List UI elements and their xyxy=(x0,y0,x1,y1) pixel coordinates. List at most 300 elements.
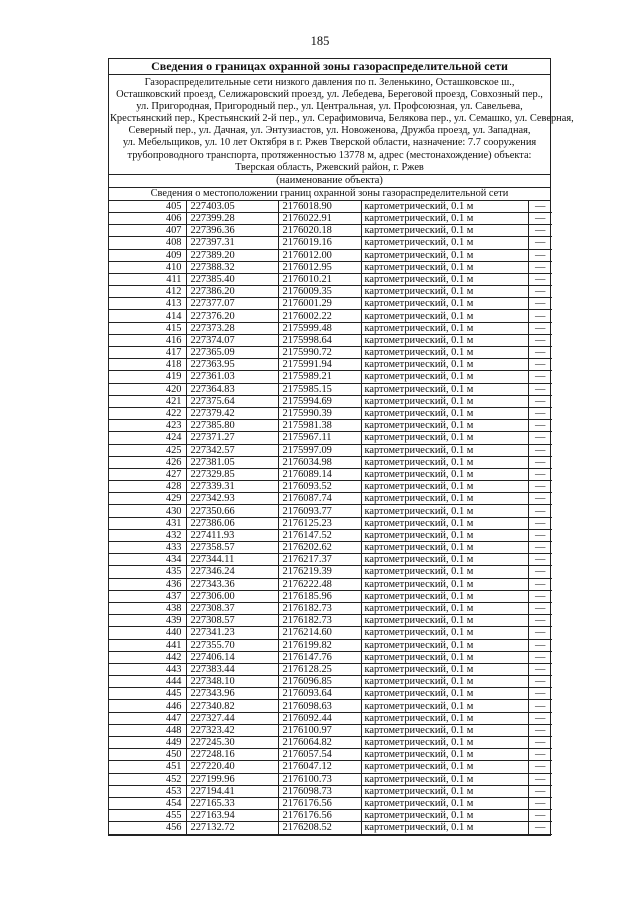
y-coordinate-cell: 2176219.39 xyxy=(278,566,361,578)
y-coordinate-cell: 2176018.90 xyxy=(278,201,361,213)
table-row xyxy=(109,212,552,224)
x-coordinate-cell: 227329.85 xyxy=(186,468,278,480)
point-number-cell: 421 xyxy=(109,395,186,407)
description-cell: — xyxy=(528,237,552,249)
method-cell: картометрический, 0.1 м xyxy=(361,663,528,675)
x-coordinate-cell: 227361.03 xyxy=(186,371,278,383)
point-number-cell: 407 xyxy=(109,225,186,237)
table-row xyxy=(109,639,552,651)
method-cell: картометрический, 0.1 м xyxy=(361,481,528,493)
method-cell: картометрический, 0.1 м xyxy=(361,542,528,554)
method-cell: картометрический, 0.1 м xyxy=(361,615,528,627)
method-cell: картометрический, 0.1 м xyxy=(361,359,528,371)
description-cell: — xyxy=(528,810,552,822)
x-coordinate-cell: 227363.95 xyxy=(186,359,278,371)
table-row xyxy=(109,700,552,712)
page-number: 185 xyxy=(310,34,330,48)
method-cell: картометрический, 0.1 м xyxy=(361,407,528,419)
point-number-cell: 423 xyxy=(109,420,186,432)
method-cell: картометрический, 0.1 м xyxy=(361,688,528,700)
method-cell: картометрический, 0.1 м xyxy=(361,700,528,712)
table-row xyxy=(109,407,552,419)
table-row xyxy=(109,456,552,468)
x-coordinate-cell: 227343.36 xyxy=(186,578,278,590)
table-row xyxy=(109,273,552,285)
method-cell: картометрический, 0.1 м xyxy=(361,212,528,224)
table-row xyxy=(109,712,552,724)
method-cell: картометрический, 0.1 м xyxy=(361,810,528,822)
x-coordinate-cell: 227348.10 xyxy=(186,676,278,688)
description-cell: — xyxy=(528,663,552,675)
y-coordinate-cell: 2176012.95 xyxy=(278,261,361,273)
point-number-cell: 437 xyxy=(109,590,186,602)
method-cell: картометрический, 0.1 м xyxy=(361,286,528,298)
y-coordinate-cell: 2176019.16 xyxy=(278,237,361,249)
description-cell: — xyxy=(528,688,552,700)
y-coordinate-cell: 2176092.44 xyxy=(278,712,361,724)
description-cell: — xyxy=(528,481,552,493)
y-coordinate-cell: 2175967.11 xyxy=(278,432,361,444)
y-coordinate-cell: 2176125.23 xyxy=(278,517,361,529)
point-number-cell: 449 xyxy=(109,737,186,749)
table-row xyxy=(109,676,552,688)
table-row xyxy=(109,322,552,334)
x-coordinate-cell: 227375.64 xyxy=(186,395,278,407)
method-cell: картометрический, 0.1 м xyxy=(361,797,528,809)
method-cell: картометрический, 0.1 м xyxy=(361,273,528,285)
point-number-cell: 444 xyxy=(109,676,186,688)
y-coordinate-cell: 2175997.09 xyxy=(278,444,361,456)
point-number-cell: 442 xyxy=(109,651,186,663)
y-coordinate-cell: 2176128.25 xyxy=(278,663,361,675)
x-coordinate-cell: 227364.83 xyxy=(186,383,278,395)
y-coordinate-cell: 2176093.64 xyxy=(278,688,361,700)
method-cell: картометрический, 0.1 м xyxy=(361,566,528,578)
point-number-cell: 409 xyxy=(109,249,186,261)
y-coordinate-cell: 2176202.62 xyxy=(278,542,361,554)
description-line: Крестьянский пер., Крестьянский 2-й пер., ул. Серафимовича, Белякова пер., ул. Семашко, ул. Северная, xyxy=(110,113,574,125)
description-cell: — xyxy=(528,639,552,651)
method-cell: картометрический, 0.1 м xyxy=(361,395,528,407)
method-cell: картометрический, 0.1 м xyxy=(361,639,528,651)
point-number-cell: 410 xyxy=(109,261,186,273)
y-coordinate-cell: 2176034.98 xyxy=(278,456,361,468)
description-line: ул. Мебельщиков, ул. 10 лет Октября в г. Ржев Тверской области, назначение: 7.7 сооружения xyxy=(122,137,537,149)
method-cell: картометрический, 0.1 м xyxy=(361,724,528,736)
point-number-cell: 435 xyxy=(109,566,186,578)
description-cell: — xyxy=(528,468,552,480)
point-number-cell: 454 xyxy=(109,797,186,809)
table-row xyxy=(109,444,552,456)
description-cell: — xyxy=(528,310,552,322)
description-cell: — xyxy=(528,797,552,809)
table-row xyxy=(109,334,552,346)
y-coordinate-cell: 2176022.91 xyxy=(278,212,361,224)
description-cell: — xyxy=(528,432,552,444)
method-cell: картометрический, 0.1 м xyxy=(361,334,528,346)
description-cell: — xyxy=(528,444,552,456)
method-cell: картометрический, 0.1 м xyxy=(361,420,528,432)
point-number-cell: 447 xyxy=(109,712,186,724)
table-row xyxy=(109,517,552,529)
y-coordinate-cell: 2176222.48 xyxy=(278,578,361,590)
x-coordinate-cell: 227343.96 xyxy=(186,688,278,700)
method-cell: картометрический, 0.1 м xyxy=(361,822,528,834)
table-row xyxy=(109,201,552,213)
y-coordinate-cell: 2176010.21 xyxy=(278,273,361,285)
method-cell: картометрический, 0.1 м xyxy=(361,468,528,480)
x-coordinate-cell: 227220.40 xyxy=(186,761,278,773)
point-number-cell: 431 xyxy=(109,517,186,529)
point-number-cell: 445 xyxy=(109,688,186,700)
point-number-cell: 453 xyxy=(109,785,186,797)
table-row xyxy=(109,797,552,809)
table-row xyxy=(109,542,552,554)
x-coordinate-cell: 227132.72 xyxy=(186,822,278,834)
table-row xyxy=(109,822,552,834)
description-cell: — xyxy=(528,724,552,736)
y-coordinate-cell: 2176047.12 xyxy=(278,761,361,773)
table-row xyxy=(109,249,552,261)
description-cell: — xyxy=(528,225,552,237)
method-cell: картометрический, 0.1 м xyxy=(361,590,528,602)
y-coordinate-cell: 2176214.60 xyxy=(278,627,361,639)
table-row xyxy=(109,615,552,627)
table-row xyxy=(109,347,552,359)
table-row xyxy=(109,298,552,310)
point-number-cell: 424 xyxy=(109,432,186,444)
method-cell: картометрический, 0.1 м xyxy=(361,651,528,663)
x-coordinate-cell: 227365.09 xyxy=(186,347,278,359)
point-number-cell: 432 xyxy=(109,529,186,541)
x-coordinate-cell: 227248.16 xyxy=(186,749,278,761)
description-cell: — xyxy=(528,700,552,712)
table-row xyxy=(109,371,552,383)
table-row xyxy=(109,261,552,273)
description-cell: — xyxy=(528,420,552,432)
x-coordinate-cell: 227340.82 xyxy=(186,700,278,712)
x-coordinate-cell: 227327.44 xyxy=(186,712,278,724)
x-coordinate-cell: 227355.70 xyxy=(186,639,278,651)
y-coordinate-cell: 2175991.94 xyxy=(278,359,361,371)
x-coordinate-cell: 227350.66 xyxy=(186,505,278,517)
x-coordinate-cell: 227389.20 xyxy=(186,249,278,261)
x-coordinate-cell: 227399.28 xyxy=(186,212,278,224)
table-row xyxy=(109,590,552,602)
point-number-cell: 422 xyxy=(109,407,186,419)
y-coordinate-cell: 2176012.00 xyxy=(278,249,361,261)
point-number-cell: 416 xyxy=(109,334,186,346)
point-number-cell: 415 xyxy=(109,322,186,334)
table-row xyxy=(109,383,552,395)
method-cell: картометрический, 0.1 м xyxy=(361,529,528,541)
table-row xyxy=(109,554,552,566)
point-number-cell: 452 xyxy=(109,773,186,785)
description-line: Тверская область, Ржевский район, г. Ржев xyxy=(235,161,424,173)
description-line: Осташковский проезд, Селижаровский проезд, ул. Лебедева, Береговой проезд, Совхозный пер., xyxy=(116,89,543,101)
method-cell: картометрический, 0.1 м xyxy=(361,310,528,322)
method-cell: картометрический, 0.1 м xyxy=(361,383,528,395)
x-coordinate-cell: 227374.07 xyxy=(186,334,278,346)
point-number-cell: 427 xyxy=(109,468,186,480)
y-coordinate-cell: 2175990.39 xyxy=(278,407,361,419)
point-number-cell: 430 xyxy=(109,505,186,517)
y-coordinate-cell: 2176208.52 xyxy=(278,822,361,834)
y-coordinate-cell: 2176185.96 xyxy=(278,590,361,602)
point-number-cell: 429 xyxy=(109,493,186,505)
table-row xyxy=(109,627,552,639)
y-coordinate-cell: 2176057.54 xyxy=(278,749,361,761)
description-cell: — xyxy=(528,322,552,334)
y-coordinate-cell: 2176096.85 xyxy=(278,676,361,688)
table-row xyxy=(109,395,552,407)
table-row xyxy=(109,359,552,371)
method-cell: картометрический, 0.1 м xyxy=(361,785,528,797)
description-cell: — xyxy=(528,261,552,273)
y-coordinate-cell: 2176176.56 xyxy=(278,810,361,822)
description-cell: — xyxy=(528,542,552,554)
description-cell: — xyxy=(528,456,552,468)
method-cell: картометрический, 0.1 м xyxy=(361,602,528,614)
description-cell: — xyxy=(528,737,552,749)
table-row xyxy=(109,663,552,675)
description-line: Газораспределительные сети низкого давления по п. Зеленькино, Осташковское ш., xyxy=(144,77,515,88)
point-number-cell: 414 xyxy=(109,310,186,322)
point-number-cell: 413 xyxy=(109,298,186,310)
method-cell: картометрический, 0.1 м xyxy=(361,761,528,773)
x-coordinate-cell: 227308.37 xyxy=(186,602,278,614)
y-coordinate-cell: 2176009.35 xyxy=(278,286,361,298)
method-cell: картометрический, 0.1 м xyxy=(361,261,528,273)
description-cell: — xyxy=(528,529,552,541)
y-coordinate-cell: 2176001.29 xyxy=(278,298,361,310)
method-cell: картометрический, 0.1 м xyxy=(361,554,528,566)
table-row xyxy=(109,737,552,749)
table-row xyxy=(109,420,552,432)
x-coordinate-cell: 227165.33 xyxy=(186,797,278,809)
table-row xyxy=(109,493,552,505)
x-coordinate-cell: 227386.06 xyxy=(186,517,278,529)
y-coordinate-cell: 2175990.72 xyxy=(278,347,361,359)
x-coordinate-cell: 227194.41 xyxy=(186,785,278,797)
description-cell: — xyxy=(528,627,552,639)
table-row xyxy=(109,286,552,298)
x-coordinate-cell: 227379.42 xyxy=(186,407,278,419)
y-coordinate-cell: 2176217.37 xyxy=(278,554,361,566)
x-coordinate-cell: 227306.00 xyxy=(186,590,278,602)
description-line: Северный пер., ул. Дачная, ул. Энтузиастов, ул. Новоженова, Дружба проезд, ул. Западная, xyxy=(128,125,531,137)
method-cell: картометрический, 0.1 м xyxy=(361,493,528,505)
x-coordinate-cell: 227397.31 xyxy=(186,237,278,249)
table-row xyxy=(109,761,552,773)
x-coordinate-cell: 227406.14 xyxy=(186,651,278,663)
description-cell: — xyxy=(528,334,552,346)
point-number-cell: 420 xyxy=(109,383,186,395)
method-cell: картометрический, 0.1 м xyxy=(361,322,528,334)
description-cell: — xyxy=(528,201,552,213)
y-coordinate-cell: 2176199.82 xyxy=(278,639,361,651)
x-coordinate-cell: 227342.93 xyxy=(186,493,278,505)
point-number-cell: 425 xyxy=(109,444,186,456)
y-coordinate-cell: 2176147.76 xyxy=(278,651,361,663)
point-number-cell: 438 xyxy=(109,602,186,614)
location-caption: Сведения о местоположении границ охранной зоны газораспределительной сети xyxy=(109,187,550,201)
point-number-cell: 426 xyxy=(109,456,186,468)
point-number-cell: 455 xyxy=(109,810,186,822)
x-coordinate-cell: 227339.31 xyxy=(186,481,278,493)
table-row xyxy=(109,468,552,480)
x-coordinate-cell: 227373.28 xyxy=(186,322,278,334)
table-row xyxy=(109,785,552,797)
x-coordinate-cell: 227377.07 xyxy=(186,298,278,310)
point-number-cell: 436 xyxy=(109,578,186,590)
object-name-caption: (наименование объекта) xyxy=(109,174,550,187)
y-coordinate-cell: 2176089.14 xyxy=(278,468,361,480)
y-coordinate-cell: 2176002.22 xyxy=(278,310,361,322)
y-coordinate-cell: 2176064.82 xyxy=(278,737,361,749)
description-cell: — xyxy=(528,602,552,614)
description-cell: — xyxy=(528,347,552,359)
point-number-cell: 417 xyxy=(109,347,186,359)
table-row xyxy=(109,481,552,493)
boundary-info-frame xyxy=(108,58,574,836)
point-number-cell: 456 xyxy=(109,822,186,834)
description-cell: — xyxy=(528,566,552,578)
table-row xyxy=(109,566,552,578)
description-cell: — xyxy=(528,761,552,773)
y-coordinate-cell: 2176176.56 xyxy=(278,797,361,809)
table-row xyxy=(109,529,552,541)
point-number-cell: 440 xyxy=(109,627,186,639)
table-row xyxy=(109,724,552,736)
y-coordinate-cell: 2176020.18 xyxy=(278,225,361,237)
method-cell: картометрический, 0.1 м xyxy=(361,432,528,444)
x-coordinate-cell: 227342.57 xyxy=(186,444,278,456)
x-coordinate-cell: 227308.57 xyxy=(186,615,278,627)
description-cell: — xyxy=(528,273,552,285)
x-coordinate-cell: 227341.23 xyxy=(186,627,278,639)
object-description xyxy=(109,75,574,174)
point-number-cell: 443 xyxy=(109,663,186,675)
x-coordinate-cell: 227383.44 xyxy=(186,663,278,675)
y-coordinate-cell: 2176098.73 xyxy=(278,785,361,797)
description-cell: — xyxy=(528,249,552,261)
method-cell: картометрический, 0.1 м xyxy=(361,737,528,749)
description-cell: — xyxy=(528,651,552,663)
y-coordinate-cell: 2176100.73 xyxy=(278,773,361,785)
method-cell: картометрический, 0.1 м xyxy=(361,298,528,310)
description-cell: — xyxy=(528,578,552,590)
table-row xyxy=(109,651,552,663)
point-number-cell: 419 xyxy=(109,371,186,383)
point-number-cell: 434 xyxy=(109,554,186,566)
point-number-cell: 405 xyxy=(109,201,186,213)
y-coordinate-cell: 2176182.73 xyxy=(278,615,361,627)
point-number-cell: 411 xyxy=(109,273,186,285)
x-coordinate-cell: 227381.05 xyxy=(186,456,278,468)
method-cell: картометрический, 0.1 м xyxy=(361,505,528,517)
y-coordinate-cell: 2176093.52 xyxy=(278,481,361,493)
description-cell: — xyxy=(528,554,552,566)
method-cell: картометрический, 0.1 м xyxy=(361,237,528,249)
coordinates-table xyxy=(109,201,552,835)
description-cell: — xyxy=(528,493,552,505)
description-cell: — xyxy=(528,395,552,407)
method-cell: картометрический, 0.1 м xyxy=(361,676,528,688)
x-coordinate-cell: 227388.32 xyxy=(186,261,278,273)
table-row xyxy=(109,749,552,761)
description-cell: — xyxy=(528,286,552,298)
point-number-cell: 418 xyxy=(109,359,186,371)
table-row xyxy=(109,602,552,614)
x-coordinate-cell: 227344.11 xyxy=(186,554,278,566)
y-coordinate-cell: 2175985.15 xyxy=(278,383,361,395)
point-number-cell: 446 xyxy=(109,700,186,712)
method-cell: картометрический, 0.1 м xyxy=(361,773,528,785)
point-number-cell: 412 xyxy=(109,286,186,298)
table-row xyxy=(109,310,552,322)
description-cell: — xyxy=(528,212,552,224)
table-row xyxy=(109,237,552,249)
description-cell: — xyxy=(528,505,552,517)
method-cell: картометрический, 0.1 м xyxy=(361,444,528,456)
point-number-cell: 439 xyxy=(109,615,186,627)
x-coordinate-cell: 227385.80 xyxy=(186,420,278,432)
y-coordinate-cell: 2176147.52 xyxy=(278,529,361,541)
x-coordinate-cell: 227163.94 xyxy=(186,810,278,822)
description-cell: — xyxy=(528,712,552,724)
method-cell: картометрический, 0.1 м xyxy=(361,517,528,529)
description-cell: — xyxy=(528,773,552,785)
x-coordinate-cell: 227386.20 xyxy=(186,286,278,298)
x-coordinate-cell: 227411.93 xyxy=(186,529,278,541)
x-coordinate-cell: 227371.27 xyxy=(186,432,278,444)
y-coordinate-cell: 2176098.63 xyxy=(278,700,361,712)
description-line: трубопроводного транспорта, протяженностью 13778 м, адрес (местонахождение) объекта: xyxy=(127,149,532,161)
x-coordinate-cell: 227323.42 xyxy=(186,724,278,736)
description-cell: — xyxy=(528,822,552,834)
x-coordinate-cell: 227358.57 xyxy=(186,542,278,554)
method-cell: картометрический, 0.1 м xyxy=(361,225,528,237)
table-row xyxy=(109,505,552,517)
description-line: ул. Пригородная, Пригородный пер., ул. Центральная, ул. Профсоюзная, ул. Савельева, xyxy=(136,101,523,113)
x-coordinate-cell: 227346.24 xyxy=(186,566,278,578)
y-coordinate-cell: 2176087.74 xyxy=(278,493,361,505)
description-cell: — xyxy=(528,517,552,529)
description-cell: — xyxy=(528,383,552,395)
x-coordinate-cell: 227199.96 xyxy=(186,773,278,785)
y-coordinate-cell: 2175998.64 xyxy=(278,334,361,346)
x-coordinate-cell: 227403.05 xyxy=(186,201,278,213)
method-cell: картометрический, 0.1 м xyxy=(361,456,528,468)
table-row xyxy=(109,810,552,822)
y-coordinate-cell: 2175994.69 xyxy=(278,395,361,407)
method-cell: картометрический, 0.1 м xyxy=(361,249,528,261)
point-number-cell: 433 xyxy=(109,542,186,554)
method-cell: картометрический, 0.1 м xyxy=(361,371,528,383)
method-cell: картометрический, 0.1 м xyxy=(361,201,528,213)
point-number-cell: 451 xyxy=(109,761,186,773)
description-cell: — xyxy=(528,371,552,383)
description-cell: — xyxy=(528,785,552,797)
point-number-cell: 450 xyxy=(109,749,186,761)
y-coordinate-cell: 2175999.48 xyxy=(278,322,361,334)
method-cell: картометрический, 0.1 м xyxy=(361,749,528,761)
x-coordinate-cell: 227396.36 xyxy=(186,225,278,237)
point-number-cell: 428 xyxy=(109,481,186,493)
description-cell: — xyxy=(528,407,552,419)
method-cell: картометрический, 0.1 м xyxy=(361,712,528,724)
